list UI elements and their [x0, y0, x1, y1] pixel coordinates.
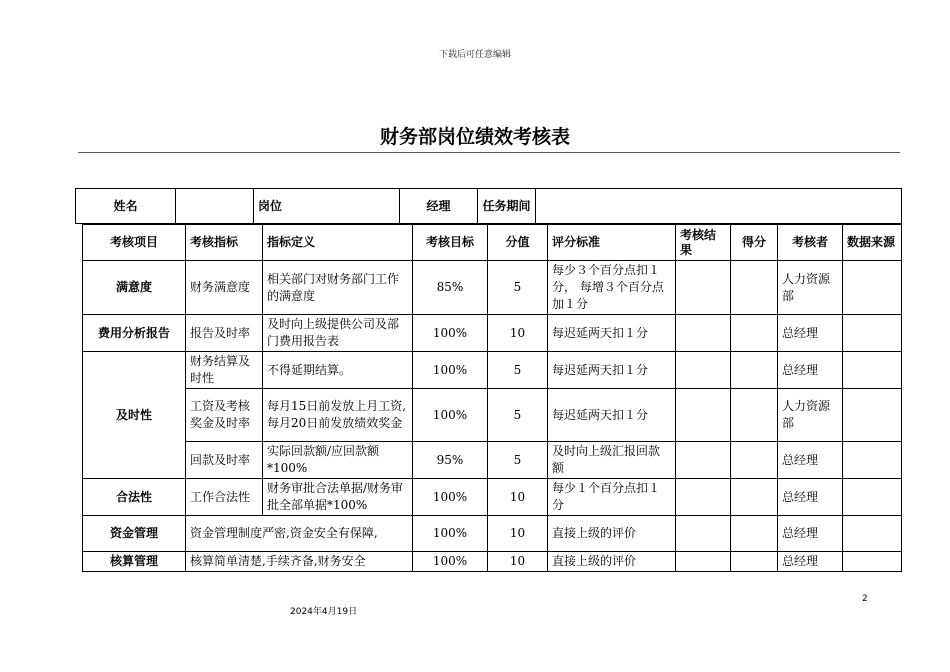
item-cell: 及时性 [83, 352, 186, 479]
table-header-row [83, 225, 902, 261]
footer-date: 2024年4月19日 [290, 607, 358, 617]
target-cell: 100% [413, 315, 488, 352]
points-cell [731, 442, 778, 479]
standard-cell: 及时向上级汇报回款额 [548, 442, 676, 479]
result-cell [676, 516, 731, 552]
indicator-cell: 工作合法性 [186, 479, 263, 516]
target-cell: 100% [413, 352, 488, 389]
points-cell [731, 479, 778, 516]
table-row [83, 352, 902, 389]
document-title: 财务部岗位绩效考核表 [379, 126, 570, 148]
standard-cell: 每少１个百分点扣１分 [548, 479, 676, 516]
score-cell: 5 [488, 352, 548, 389]
score-cell: 10 [488, 516, 548, 552]
target-cell: 85% [413, 261, 488, 315]
result-cell [676, 261, 731, 315]
source-cell [843, 479, 902, 516]
evaluator-cell: 总经理 [778, 552, 843, 572]
merged-indicator-cell: 资金管理制度严密,资金安全有保障, [186, 516, 413, 552]
title-divider [78, 152, 900, 153]
definition-cell: 财务审批合法单据/财务审批全部单据*100% [263, 479, 413, 516]
col-header: 考核者 [778, 225, 843, 261]
name-value [176, 189, 254, 224]
source-cell [843, 389, 902, 442]
target-cell: 100% [413, 552, 488, 572]
score-cell: 10 [488, 315, 548, 352]
source-cell [843, 315, 902, 352]
indicator-cell: 工资及考核奖金及时率 [186, 389, 263, 442]
result-cell [676, 552, 731, 572]
definition-cell: 每月15日前发放上月工资,每月20日前发放绩效奖金 [263, 389, 413, 442]
merged-indicator-cell: 核算简单清楚,手续齐备,财务安全 [186, 552, 413, 572]
employee-info-row [76, 189, 902, 224]
indicator-cell: 财务满意度 [186, 261, 263, 315]
source-cell [843, 442, 902, 479]
indicator-cell: 回款及时率 [186, 442, 263, 479]
target-cell: 95% [413, 442, 488, 479]
col-header: 评分标准 [548, 225, 676, 261]
employee-info-table [75, 188, 902, 224]
target-cell: 100% [413, 516, 488, 552]
position-label: 岗位 [254, 189, 400, 224]
result-cell [676, 479, 731, 516]
table-row [83, 315, 902, 352]
score-cell: 5 [488, 442, 548, 479]
col-header: 考核指标 [186, 225, 263, 261]
points-cell [731, 516, 778, 552]
col-header: 考核项目 [83, 225, 186, 261]
item-cell: 核算管理 [83, 552, 186, 572]
col-header: 考核结果 [676, 225, 731, 261]
evaluator-cell: 人力资源部 [778, 261, 843, 315]
source-cell [843, 261, 902, 315]
target-cell: 100% [413, 479, 488, 516]
col-header: 考核目标 [413, 225, 488, 261]
score-cell: 5 [488, 389, 548, 442]
definition-cell: 及时向上级提供公司及部门费用报告表 [263, 315, 413, 352]
score-cell: 10 [488, 479, 548, 516]
evaluator-cell: 总经理 [778, 315, 843, 352]
source-cell [843, 552, 902, 572]
evaluator-cell: 人力资源部 [778, 389, 843, 442]
source-cell [843, 352, 902, 389]
result-cell [676, 315, 731, 352]
item-cell: 合法性 [83, 479, 186, 516]
points-cell [731, 352, 778, 389]
evaluator-cell: 总经理 [778, 516, 843, 552]
score-cell: 10 [488, 552, 548, 572]
standard-cell: 直接上级的评价 [548, 552, 676, 572]
col-header: 分值 [488, 225, 548, 261]
table-row [83, 552, 902, 572]
col-header: 指标定义 [263, 225, 413, 261]
score-cell: 5 [488, 261, 548, 315]
item-cell: 费用分析报告 [83, 315, 186, 352]
target-cell: 100% [413, 389, 488, 442]
evaluator-cell: 总经理 [778, 442, 843, 479]
header-note: 下载后可任意编辑 [438, 50, 511, 60]
definition-cell: 不得延期结算。 [263, 352, 413, 389]
definition-cell: 相关部门对财务部门工作的满意度 [263, 261, 413, 315]
period-value [536, 189, 902, 224]
table-row [83, 442, 902, 479]
table-row [83, 479, 902, 516]
definition-cell: 实际回款额/应回款额*100% [263, 442, 413, 479]
col-header: 数据来源 [843, 225, 902, 261]
table-row [83, 261, 902, 315]
points-cell [731, 315, 778, 352]
points-cell [731, 261, 778, 315]
indicator-cell: 报告及时率 [186, 315, 263, 352]
result-cell [676, 442, 731, 479]
position-value: 经理 [400, 189, 478, 224]
source-cell [843, 516, 902, 552]
standard-cell: 每迟延两天扣１分 [548, 315, 676, 352]
evaluator-cell: 总经理 [778, 479, 843, 516]
standard-cell: 直接上级的评价 [548, 516, 676, 552]
indicator-cell: 财务结算及时性 [186, 352, 263, 389]
item-cell: 资金管理 [83, 516, 186, 552]
name-label: 姓名 [76, 189, 176, 224]
result-cell [676, 389, 731, 442]
period-label: 任务期间 [478, 189, 536, 224]
kpi-table [82, 224, 902, 572]
table-row [83, 516, 902, 552]
result-cell [676, 352, 731, 389]
standard-cell: 每迟延两天扣１分 [548, 352, 676, 389]
evaluator-cell: 总经理 [778, 352, 843, 389]
points-cell [731, 389, 778, 442]
item-cell: 满意度 [83, 261, 186, 315]
table-row [83, 389, 902, 442]
col-header: 得分 [731, 225, 778, 261]
points-cell [731, 552, 778, 572]
page-number: 2 [862, 594, 868, 604]
standard-cell: 每迟延两天扣１分 [548, 389, 676, 442]
standard-cell: 每少３个百分点扣１分， 每增３个百分点加１分 [548, 261, 676, 315]
